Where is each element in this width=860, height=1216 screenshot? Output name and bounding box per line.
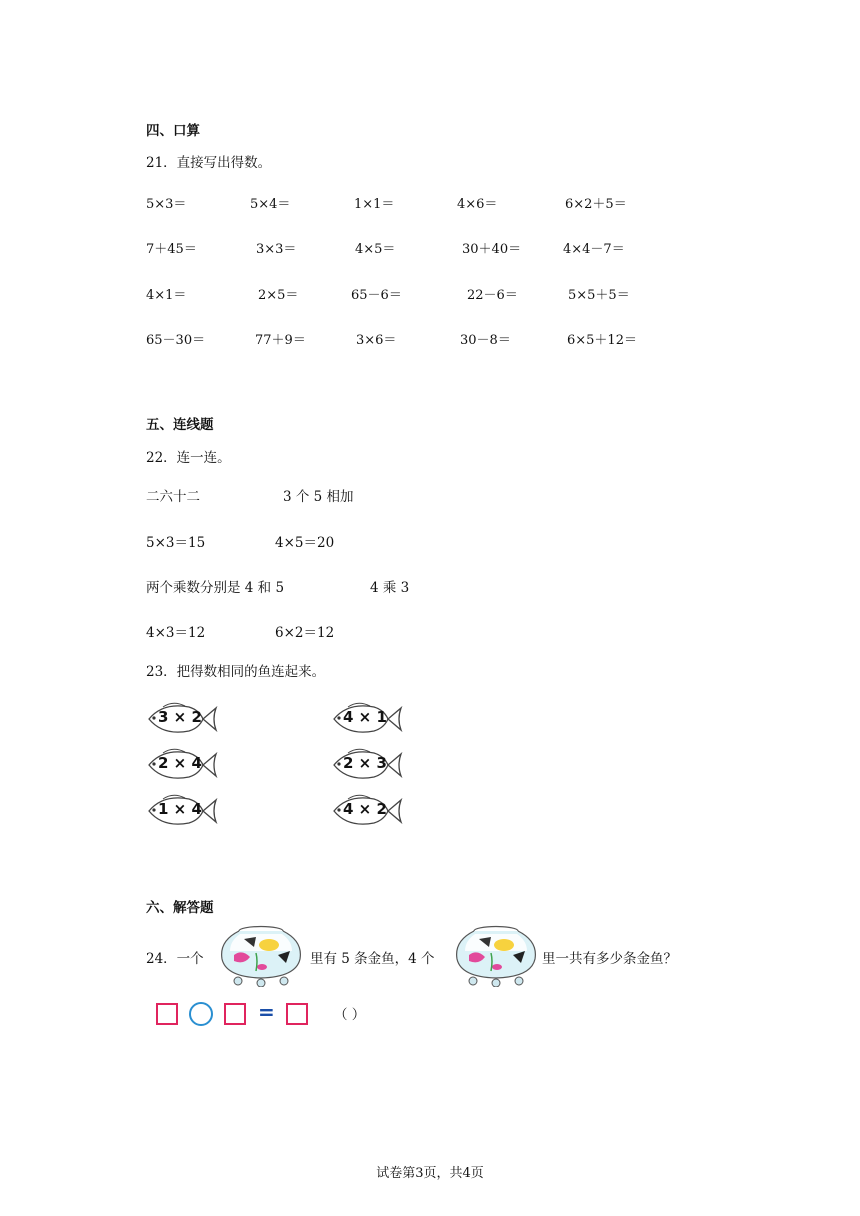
- fish-label: 4 × 2: [343, 800, 387, 818]
- calc-item: 7＋45＝: [146, 242, 197, 257]
- fish-label: 2 × 4: [158, 754, 202, 772]
- match-left-item: 两个乘数分别是 4 和 5: [146, 580, 285, 596]
- calc-item: 65－6＝: [351, 288, 402, 303]
- calc-item: 30－8＝: [460, 333, 511, 348]
- section-heading-matching: 五、连线题: [146, 417, 214, 433]
- answer-paren[interactable]: （ ）: [334, 1007, 366, 1023]
- calc-item: 5×5＋5＝: [568, 288, 630, 303]
- answer-box[interactable]: [224, 1003, 246, 1025]
- section-heading-word-problems: 六、解答题: [146, 900, 214, 916]
- calc-item: 6×2＋5＝: [565, 197, 627, 212]
- match-right-item: 6×2＝12: [275, 625, 335, 641]
- calc-item: 6×5＋12＝: [567, 333, 637, 348]
- calc-item: 77＋9＝: [255, 333, 306, 348]
- section-heading-oral-calc: 四、口算: [146, 123, 200, 139]
- question-24-suffix: 里一共有多少条金鱼？: [542, 951, 677, 967]
- fish-label: 4 × 1: [343, 708, 387, 726]
- calc-item: 1×1＝: [354, 197, 395, 212]
- fish-icon: [143, 744, 219, 784]
- fish-icon: [143, 790, 219, 830]
- match-left-item: 4×3＝12: [146, 625, 206, 641]
- calc-item: 4×5＝: [355, 242, 396, 257]
- page-footer: 试卷第3页，共4页: [376, 1166, 484, 1181]
- calc-item: 30＋40＝: [462, 242, 522, 257]
- calc-item: 65－30＝: [146, 333, 206, 348]
- fish-label: 2 × 3: [343, 754, 387, 772]
- question-24-middle: 里有 5 条金鱼，4 个: [310, 951, 435, 967]
- match-right-item: 4×5＝20: [275, 535, 335, 551]
- fish-icon: [143, 698, 219, 738]
- fishbowl-icon: [451, 925, 541, 987]
- fishbowl-icon: [216, 925, 306, 987]
- calc-item: 4×6＝: [457, 197, 498, 212]
- fish-label: 3 × 2: [158, 708, 202, 726]
- calc-item: 22－6＝: [467, 288, 518, 303]
- answer-box[interactable]: [286, 1003, 308, 1025]
- question-22-prompt: 22．连一连。: [146, 450, 231, 466]
- calc-item: 4×4－7＝: [563, 242, 625, 257]
- fish-icon: [328, 698, 404, 738]
- calc-item: 3×6＝: [356, 333, 397, 348]
- operator-circle[interactable]: [189, 1002, 213, 1026]
- match-right-item: 3 个 5 相加: [283, 489, 354, 505]
- equals-sign: =: [258, 1000, 275, 1024]
- calc-item: 2×5＝: [258, 288, 299, 303]
- calc-item: 4×1＝: [146, 288, 187, 303]
- question-21-prompt: 21．直接写出得数。: [146, 155, 272, 171]
- answer-box[interactable]: [156, 1003, 178, 1025]
- question-23-prompt: 23．把得数相同的鱼连起来。: [146, 664, 326, 680]
- question-24-prefix: 24．一个: [146, 951, 204, 967]
- match-right-item: 4 乘 3: [370, 580, 410, 596]
- fish-icon: [328, 790, 404, 830]
- calc-item: 5×4＝: [250, 197, 291, 212]
- match-left-item: 5×3＝15: [146, 535, 206, 551]
- calc-item: 5×3＝: [146, 197, 187, 212]
- calc-item: 3×3＝: [256, 242, 297, 257]
- match-left-item: 二六十二: [146, 489, 200, 505]
- fish-label: 1 × 4: [158, 800, 202, 818]
- fish-icon: [328, 744, 404, 784]
